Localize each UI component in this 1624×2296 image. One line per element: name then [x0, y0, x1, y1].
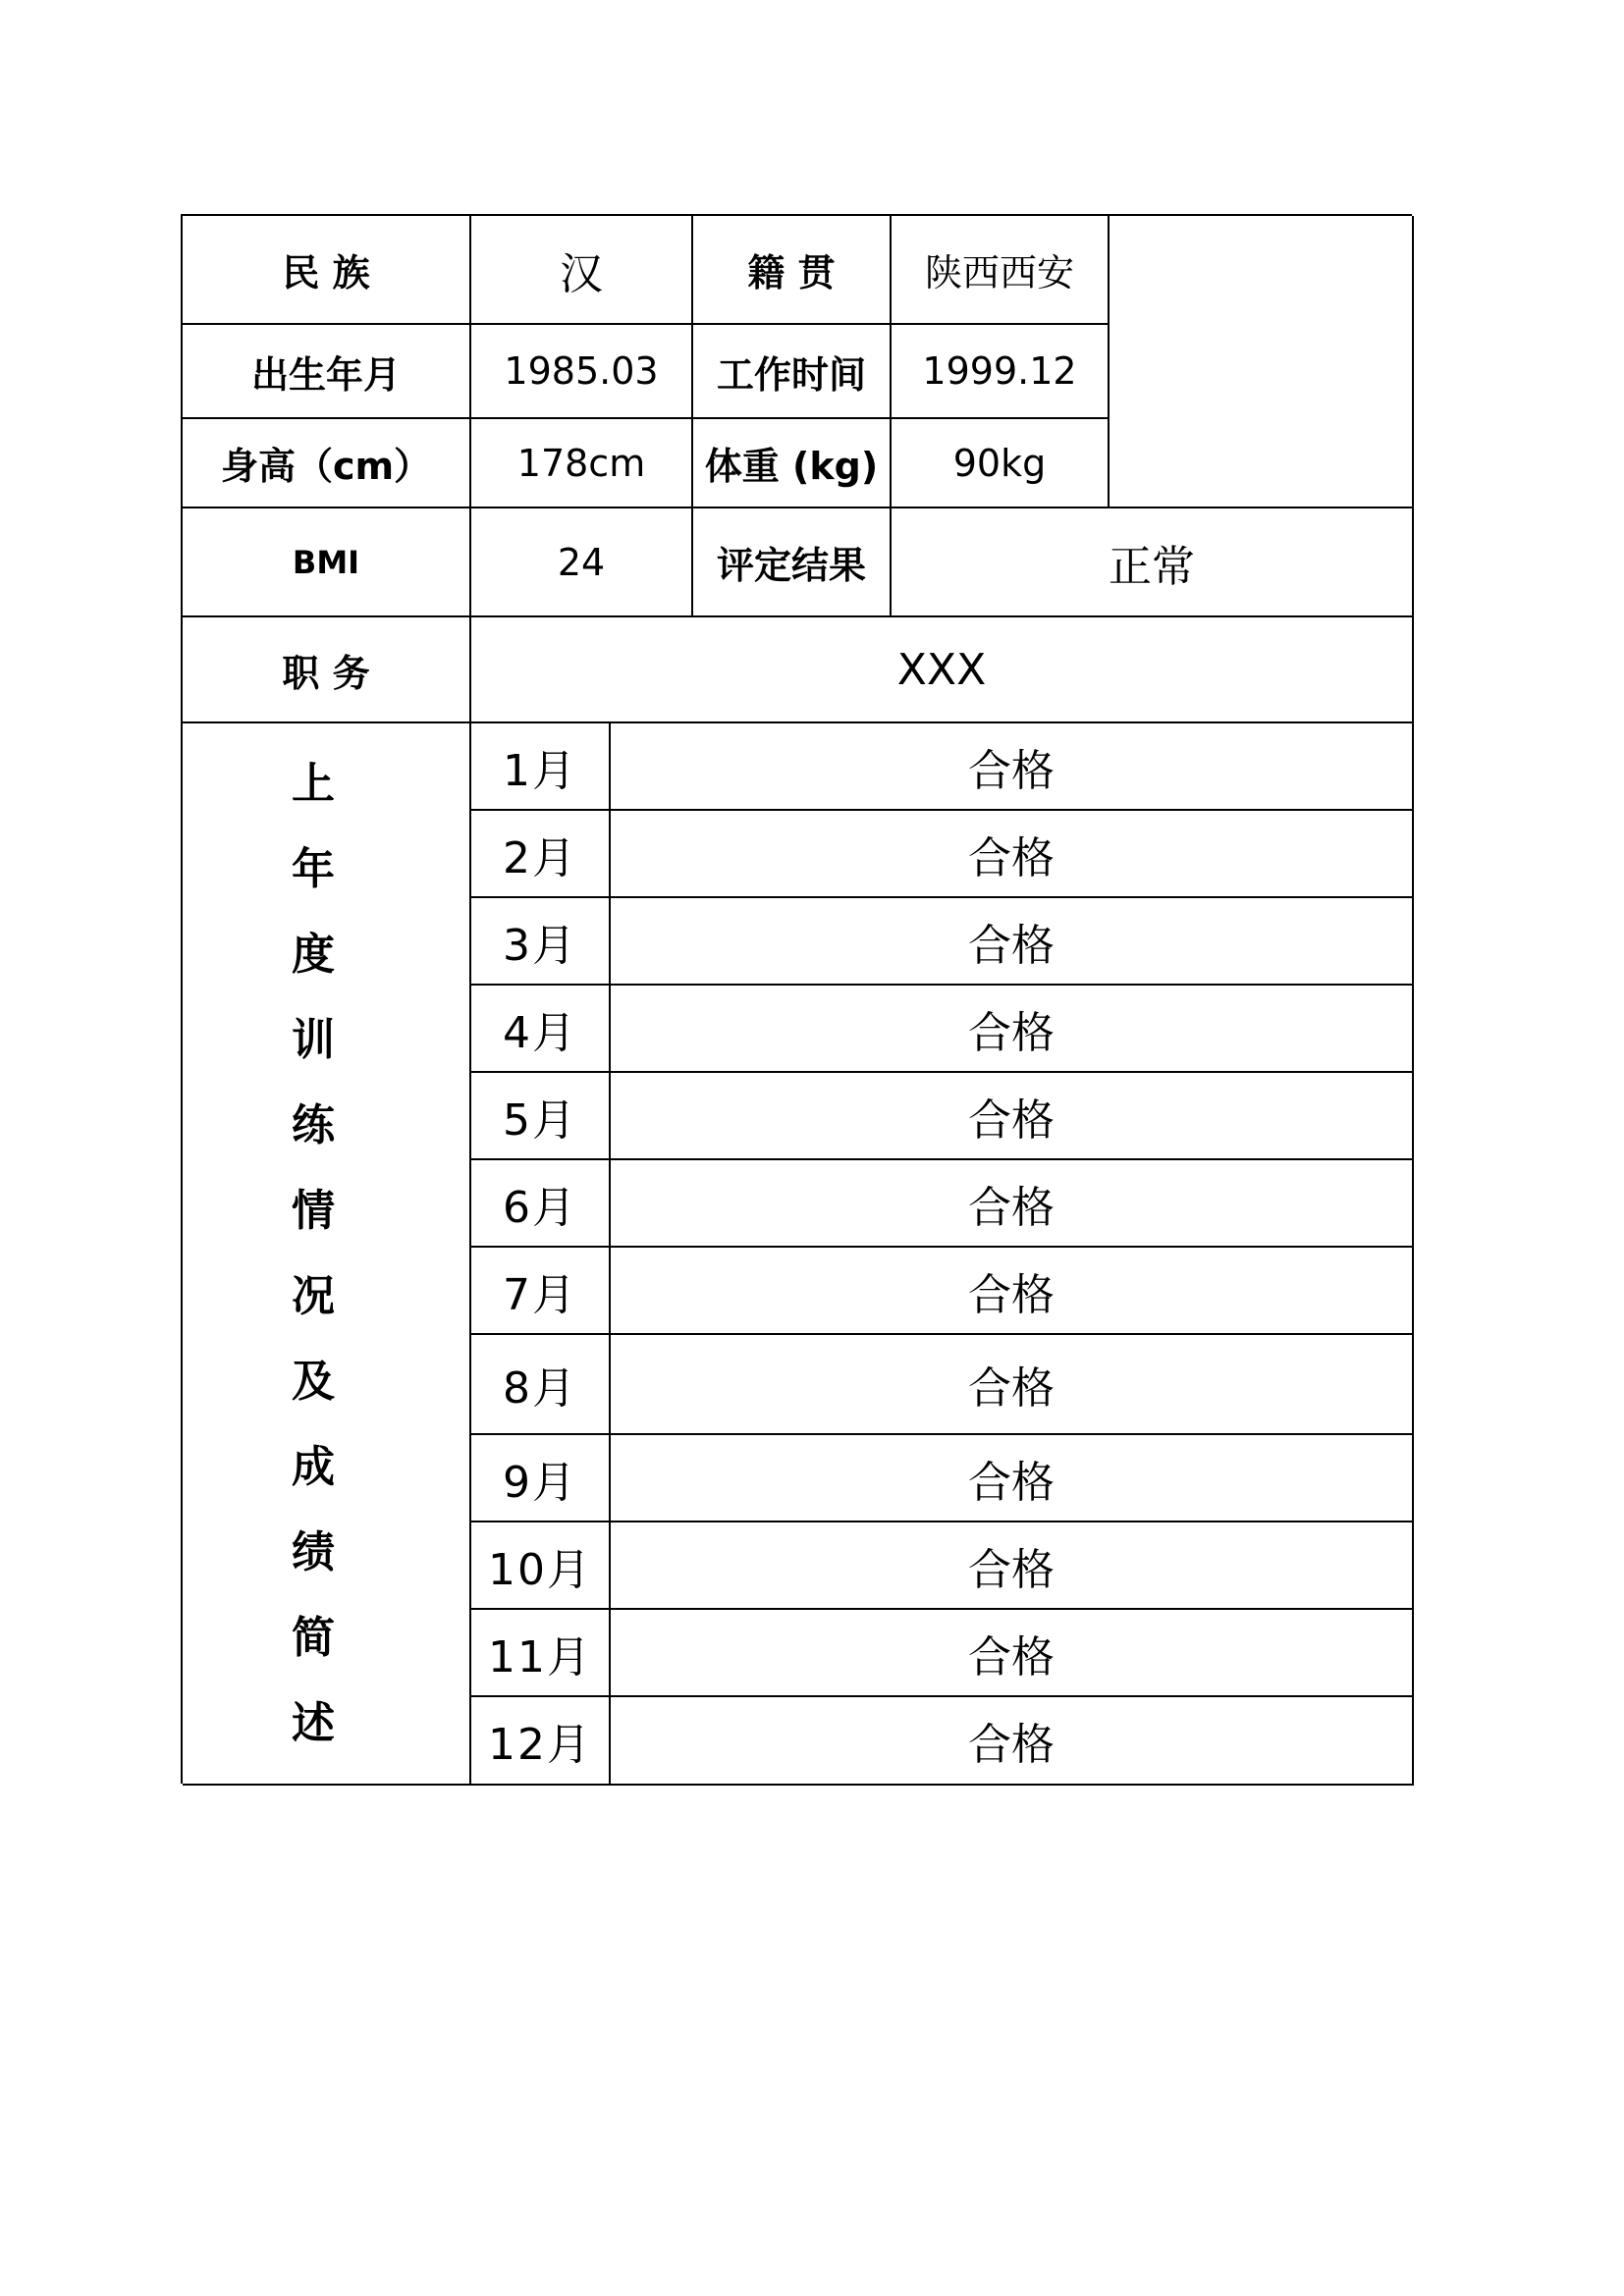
work-start-label: 工作时间: [693, 325, 892, 419]
result-cell: 合格: [611, 1522, 1414, 1610]
title-char: 简: [292, 1613, 335, 1663]
height-label: 身高（cm）: [183, 419, 471, 508]
title-char: 年: [292, 844, 335, 894]
ethnicity-label: 民 族: [183, 216, 471, 325]
title-char: 述: [292, 1698, 335, 1748]
birth-date-value: 1985.03: [471, 325, 693, 419]
month-cell: 6月: [471, 1160, 611, 1248]
month-cell: 1月: [471, 723, 611, 811]
title-char: 绩: [292, 1527, 335, 1577]
title-char: 情: [292, 1186, 335, 1236]
result-cell: 合格: [611, 1335, 1414, 1435]
assessment-value: 正常: [892, 508, 1414, 617]
bmi-value: 24: [471, 508, 693, 617]
month-cell: 9月: [471, 1435, 611, 1522]
result-cell: 合格: [611, 1160, 1414, 1248]
result-cell: 合格: [611, 1610, 1414, 1697]
result-cell: 合格: [611, 1435, 1414, 1522]
month-cell: 7月: [471, 1248, 611, 1335]
result-cell: 合格: [611, 1073, 1414, 1160]
native-place-label: 籍 贯: [693, 216, 892, 325]
month-cell: 10月: [471, 1522, 611, 1610]
month-cell: 12月: [471, 1697, 611, 1786]
native-place-value: 陕西西安: [892, 216, 1110, 325]
ethnicity-value: 汉: [471, 216, 693, 325]
title-char: 练: [292, 1100, 335, 1150]
result-cell: 合格: [611, 1248, 1414, 1335]
result-cell: 合格: [611, 723, 1414, 811]
birth-date-label: 出生年月: [183, 325, 471, 419]
month-cell: 2月: [471, 811, 611, 898]
month-cell: 5月: [471, 1073, 611, 1160]
work-start-value: 1999.12: [892, 325, 1110, 419]
title-char: 况: [292, 1271, 335, 1321]
personnel-form-table: [181, 214, 1412, 1784]
weight-label: 体重 (kg): [693, 419, 892, 508]
position-label: 职 务: [183, 617, 471, 723]
assessment-label: 评定结果: [693, 508, 892, 617]
title-char: 训: [292, 1015, 335, 1065]
photo-box: [1110, 216, 1414, 508]
result-cell: 合格: [611, 986, 1414, 1073]
month-cell: 11月: [471, 1610, 611, 1697]
training-section-title: [183, 723, 471, 1786]
weight-value: 90kg: [892, 419, 1110, 508]
title-char: 上: [292, 759, 335, 809]
result-cell: 合格: [611, 1697, 1414, 1786]
result-cell: 合格: [611, 811, 1414, 898]
height-value: 178cm: [471, 419, 693, 508]
position-value: XXX: [471, 617, 1414, 723]
bmi-label: BMI: [183, 508, 471, 617]
month-cell: 3月: [471, 898, 611, 986]
month-cell: 4月: [471, 986, 611, 1073]
result-cell: 合格: [611, 898, 1414, 986]
month-cell: 8月: [471, 1335, 611, 1435]
title-char: 度: [292, 930, 335, 980]
title-char: 成: [292, 1442, 335, 1492]
title-char: 及: [292, 1357, 335, 1407]
